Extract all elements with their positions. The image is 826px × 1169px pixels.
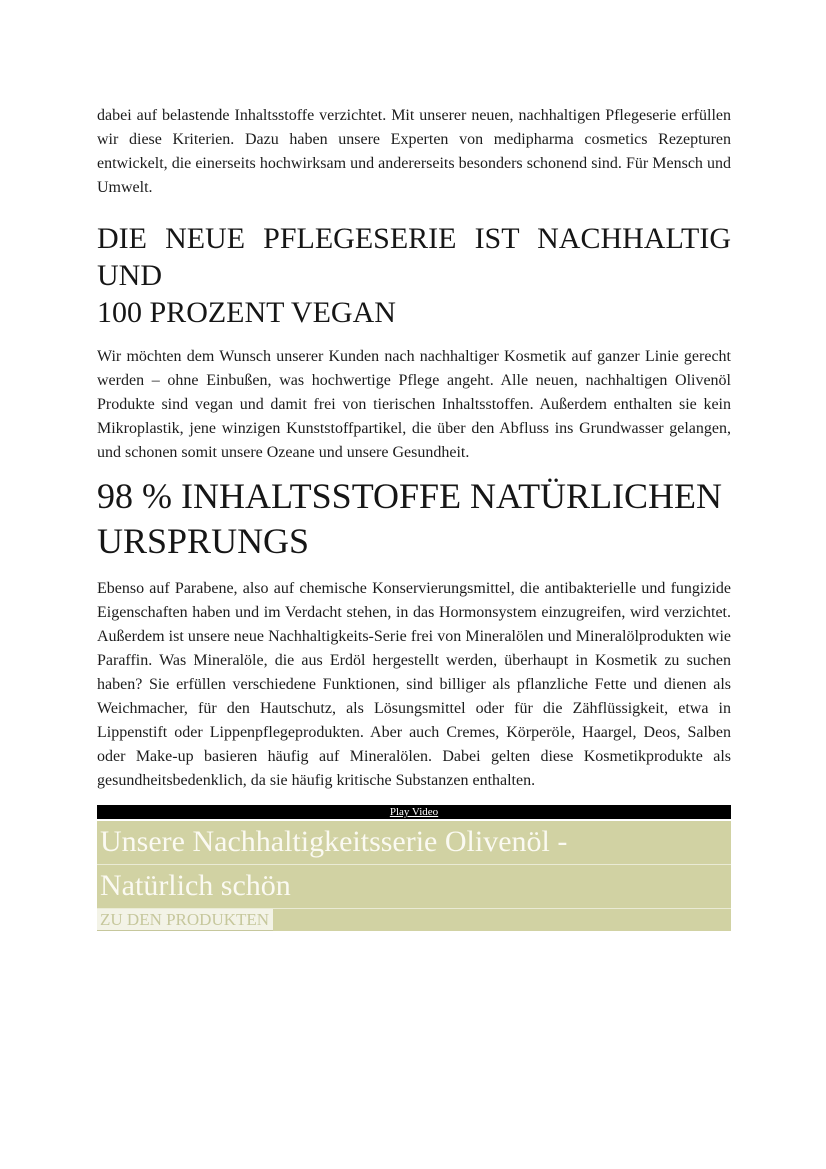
article-content (97, 0, 731, 931)
heading-vegan-line2: UND (97, 259, 162, 292)
video-play-bar (97, 805, 731, 819)
heading-natural-line2: URSPRUNGS (97, 521, 310, 561)
video-cta-row (97, 908, 731, 931)
natural-origin-paragraph: Ebenso auf Parabene, also auf chemische Konservierungsmittel, die antibakterielle und fungizide Eigenschaften haben und im Verdacht stehen, in das Hormonsystem einzugreifen, wird verzichtet. Außerdem ist unsere neue Nachhaltigkeits-Serie frei von Mineralölen und Mineralölprodukten wie Paraffin. Was Mineralöle, die aus Erdöl hergestellt werden, überhaupt in Kosmetik zu suchen haben? Sie erfüllen verschiedene Funktionen, sind billiger als pflanzliche Fette und dienen als Weichmacher, für den Hautschutz, als Lösungsmittel oder für die Zähflüssigkeit, etwa in Lippenstift oder Lippenpflegeprodukten. Aber auch Cremes, Körperöle, Haargel, Deos, Salben oder Make-up basieren häufig auf Mineralölen. Dabei gelten diese Kosmetikprodukte als gesundheitsbedenklich, da sie häufig kritische Substanzen enthalten. (97, 580, 731, 789)
heading-natural-line1: 98 % INHALTSSTOFFE NATÜRLICHEN (97, 476, 723, 516)
to-products-link[interactable]: ZU DEN PRODUKTEN (97, 909, 273, 931)
video-title-line1: Unsere Nachhaltigkeitsserie Olivenöl - (100, 825, 568, 858)
intro-paragraph: dabei auf belastende Inhaltsstoffe verzichtet. Mit unserer neuen, nachhaltigen Pflegeserie erfüllen wir diese Kriterien. Dazu haben unsere Experten von medipharma cosmetics Rezepturen entwickelt, die einerseits hochwirksam und andererseits besonders schonend sind. Für Mensch und Umwelt. (97, 107, 731, 196)
heading-vegan-line1: DIE NEUE PFLEGESERIE IST NACHHALTIG (97, 222, 731, 255)
video-title-line2: Natürlich schön (97, 864, 731, 908)
heading-vegan-line3: 100 PROZENT VEGAN (97, 296, 396, 329)
heading-natural-origin (97, 474, 731, 564)
video-embed-banner[interactable] (97, 821, 731, 931)
heading-vegan (97, 220, 731, 331)
vegan-paragraph: Wir möchten dem Wunsch unserer Kunden nach nachhaltiger Kosmetik auf ganzer Linie gerecht werden – ohne Einbußen, was hochwertige Pflege angeht. Alle neuen, nachhaltigen Olivenöl Produkte sind vegan und damit frei von tierischen Inhaltsstoffen. Außerdem enthalten sie kein Mikroplastik, jene winzigen Kunststoffpartikel, die über den Abfluss ins Grundwasser gelangen, und schonen somit unsere Ozeane und unsere Gesundheit. (97, 348, 731, 461)
play-video-link[interactable]: Play Video (389, 806, 439, 818)
